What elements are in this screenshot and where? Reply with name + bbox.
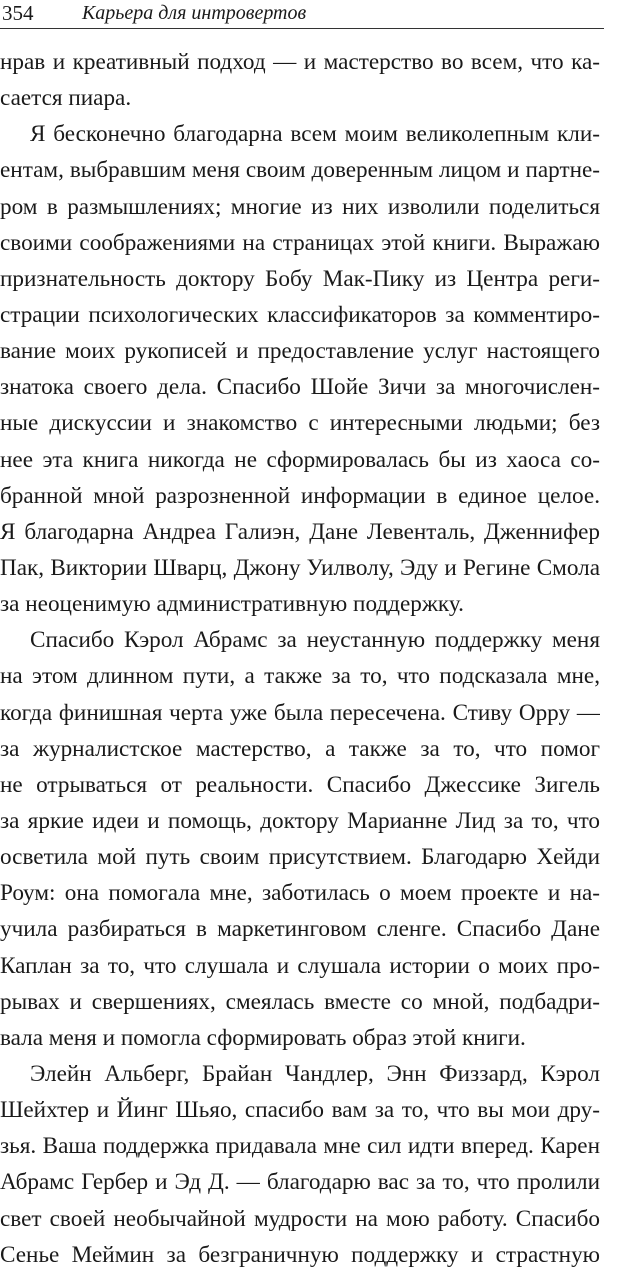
text-line: рывах и свершениях, смеялась вместе со мной, подбадри- — [0, 988, 600, 1015]
text-line: признательность доктору Бобу Мак-Пику из Центра реги- — [0, 265, 600, 292]
text-line: Я благодарна Андреа Галиэн, Дане Левенталь, Дженнифер — [0, 518, 600, 545]
text-line: знатока своего дела. Спасибо Шойе Зичи за многочислен- — [0, 374, 600, 401]
text-line: когда финишная черта уже была пересечена. Стиву Орру — — [0, 699, 600, 726]
text-line: ентам, выбравшим меня своим доверенным лицом и партне- — [0, 157, 600, 184]
text-line: зья. Ваша поддержка придавала мне сил идти вперед. Карен — [0, 1133, 600, 1160]
text-line: нрав и креативный подход — и мастерство во всем, что ка- — [0, 49, 600, 75]
book-title: Карьера для интровертов — [82, 2, 307, 24]
text-line: за неоценимую административную поддержку. — [0, 591, 464, 618]
text-line: Я бесконечно благодарна всем моим великолепным кли- — [30, 121, 600, 148]
paragraph — [0, 116, 600, 622]
page-number: 354 — [2, 1, 34, 25]
text-line: вание моих рукописей и предоставление услуг настоящего — [0, 338, 600, 365]
text-line: на этом длинном пути, а также за то, что подсказала мне, — [0, 663, 600, 690]
text-line: ром в размышлениях; многие из них изволили поделиться — [0, 193, 600, 220]
text-line: учила разбираться в маркетинговом сленге. Спасибо Дане — [0, 916, 600, 943]
text-line: Роум: она помогала мне, заботилась о моем проекте и на- — [0, 880, 600, 907]
text-line: Пак, Виктории Шварц, Джону Уилволу, Эду и Регине Смола — [0, 554, 600, 581]
paragraph — [0, 622, 600, 1056]
paragraph — [0, 1056, 600, 1273]
text-line: своими соображениями на страницах этой книги. Выражаю — [0, 229, 600, 256]
text-line: свет своей необычайной мудрости на мою работу. Спасибо — [0, 1205, 600, 1232]
text-line: нее эта книга никогда не сформировалась бы из хаоса со- — [0, 446, 600, 473]
text-line: за журналистское мастерство, а также за то, что помог — [0, 735, 600, 762]
body-text — [0, 44, 600, 1273]
text-line: Элейн Альберг, Брайан Чандлер, Энн Физзард, Кэрол — [30, 1060, 600, 1087]
running-head — [0, 0, 604, 29]
text-line: Каплан за то, что слушала и слушала истории о моих про- — [0, 952, 600, 979]
text-line: Шейхтер и Йинг Шьяо, спасибо вам за то, что вы мои дру- — [0, 1097, 600, 1124]
text-line: Абрамс Гербер и Эд Д. — благодарю вас за то, что пролили — [0, 1169, 600, 1196]
text-line: Спасибо Кэрол Абрамс за неустанную поддержку меня — [30, 627, 600, 654]
text-line: страции психологических классификаторов за комментиро- — [0, 301, 600, 328]
text-line: ные дискуссии и знакомство с интересными людьми; без — [0, 410, 600, 437]
text-line: осветила мой путь своим присутствием. Благодарю Хейди — [0, 844, 600, 871]
text-line: сается пиара. — [0, 85, 132, 112]
text-line: за яркие идеи и помощь, доктору Марианне Лид за то, что — [0, 807, 600, 834]
text-line: не отрываться от реальности. Спасибо Джессике Зигель — [0, 771, 600, 798]
text-line: вала меня и помогла сформировать образ этой книги. — [0, 1024, 526, 1051]
text-line: бранной мной разрозненной информации в единое целое. — [0, 482, 600, 509]
text-line: Сенье Меймин за безграничную поддержку и страстную — [0, 1241, 600, 1268]
paragraph — [0, 44, 600, 116]
